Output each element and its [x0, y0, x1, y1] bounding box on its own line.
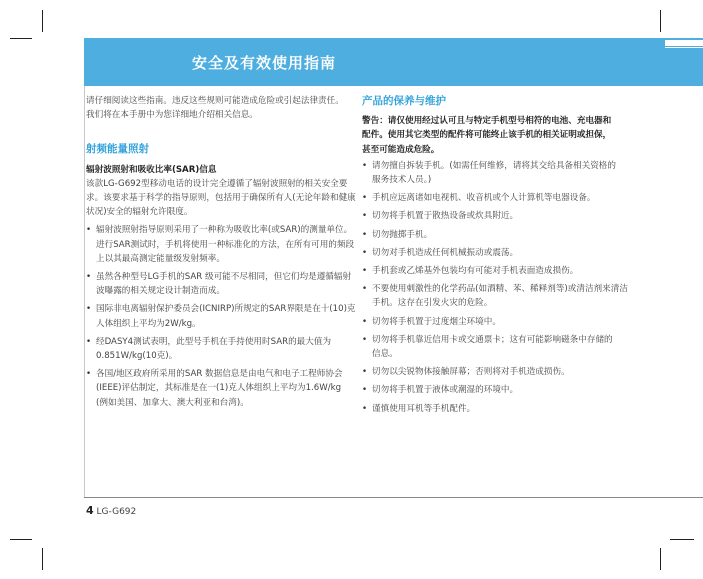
list-item: • 切勿将手机置于散热设备或炊具附近。	[362, 209, 652, 223]
list-item: • 切勿以尖锐物体接触屏幕；否则将对手机造成损伤。	[362, 365, 652, 379]
intro-line: 请仔细阅读这些指南。违反这些规则可能造成危险或引起法律责任。	[86, 96, 344, 106]
bullet-icon: •	[86, 336, 92, 347]
list-item: • 手机应远离诸如电视机、收音机或个人计算机等电器设备。	[362, 191, 652, 205]
list-item: • 不要使用刺激性的化学药品(如酒精、苯、稀释剂等)或清洁剂来清洁 手机。这存在引发火灾的危险。	[362, 284, 628, 309]
list-item: • 请勿擅自拆装手机。(如需任何维修，请将其交给具备相关资格的 服务技术人员。)	[362, 160, 616, 186]
list-item: • 切勿抛掷手机。	[362, 228, 652, 242]
crop-mark	[10, 539, 32, 540]
list-item: • 国际非电离辐射保护委员会(ICNIRP)所规定的SAR界限是在十(10)克 人体组织上平均为2W/kg。	[86, 304, 356, 329]
list-item: • 切勿将手机置于液体或潮湿的环境中。	[362, 383, 652, 397]
list-item: • 虽然各种型号LG手机的SAR 级可能不尽相同，但它们均是遵循辐射 波曝露的相关规定设计制造而成。	[86, 272, 352, 297]
bullet-icon: •	[362, 403, 368, 414]
bullet-icon: •	[362, 247, 368, 258]
left-column	[86, 94, 356, 414]
bullet-icon: •	[362, 334, 368, 345]
bullet-icon: •	[362, 266, 368, 277]
bullet-icon: •	[362, 211, 368, 222]
right-column	[362, 94, 652, 420]
list-item: • 切勿将手机靠近信用卡或交通票卡；这有可能影响磁条中存储的 信息。	[362, 334, 613, 360]
list-item: • 手机套或乙烯基外包装均有可能对手机表面造成损伤。	[362, 264, 652, 278]
list-item: • 各国/地区政府所采用的SAR 数据信息是由电气和电子工程师协会 (IEEE)评估制定，其标准是在一(1)克人体组织上平均为1.6W/kg (例如美国、加拿大、澳大利亚和台湾)。	[86, 369, 343, 408]
crop-mark	[660, 548, 661, 570]
crop-mark	[670, 539, 694, 540]
header-bar	[84, 38, 703, 86]
bullet-icon: •	[362, 385, 368, 396]
list-item: • 经DASY4测试表明，此型号手机在手持使用时SAR的最大值为 0.851W/kg(10克)。	[86, 336, 332, 362]
bullet-icon: •	[86, 369, 92, 380]
page-number: 4	[86, 504, 94, 517]
model-name: LG-G692	[96, 507, 137, 517]
bullet-icon: •	[86, 225, 92, 236]
intro-line: 我们将在本手册中为您详细地介绍相关信息。	[86, 110, 258, 121]
warning-line: 甚至可能造成危险。	[362, 144, 440, 155]
section-heading: 产品的保养与维护	[362, 95, 446, 107]
bullet-icon: •	[86, 272, 92, 283]
bullet-icon: •	[362, 284, 368, 295]
page-footer	[86, 504, 136, 517]
list-item: • 谨慎使用耳机等手机配件。	[362, 402, 652, 416]
bullet-list	[86, 223, 356, 409]
warning-line: 警告：请仅使用经过认可且与特定手机型号相符的电池、充电器和	[362, 116, 612, 127]
bullet-icon: •	[362, 316, 368, 327]
paragraph-line: 状况)安全的辐射允许限度。	[86, 207, 193, 218]
bullet-icon: •	[86, 304, 92, 315]
page-title: 安全及有效使用指南	[192, 54, 337, 72]
list-item: • 切勿将手机置于过度烟尘环境中。	[362, 315, 652, 329]
bullet-icon: •	[362, 193, 368, 204]
crop-mark	[660, 10, 661, 32]
bullet-icon: •	[362, 367, 368, 378]
margin-rule	[84, 86, 85, 498]
footer-rule	[84, 497, 703, 498]
sub-heading: 辐射波照射和吸收比率(SAR)信息	[86, 164, 217, 175]
bullet-icon: •	[362, 160, 368, 171]
header-bar-line	[665, 46, 703, 47]
list-item: • 辐射波照射指导原则采用了一种称为吸收比率(或SAR)的测量单位。 进行SAR测试时，手机将使用一种标准化的方法，在所有可用的频段 上以其最高测定能量级发射频率。	[86, 225, 355, 264]
bullet-icon: •	[362, 229, 368, 240]
bullet-list	[362, 159, 652, 416]
crop-mark	[42, 548, 43, 570]
section-heading: 射频能量照射	[86, 143, 149, 156]
paragraph-line: 求。该要求基于科学的指导原则，包括用于确保所有人(无论年龄和健康	[86, 193, 356, 204]
crop-mark	[10, 38, 32, 39]
crop-mark	[42, 10, 43, 32]
warning-line: 配件。使用其它类型的配件将可能终止该手机的相关证明或担保，	[362, 130, 612, 141]
list-item: • 切勿对手机造成任何机械振动或震荡。	[362, 246, 652, 260]
paragraph-line: 该款LG-G692型移动电话的设计完全遵循了辐射波照射的相关安全要	[86, 178, 348, 189]
